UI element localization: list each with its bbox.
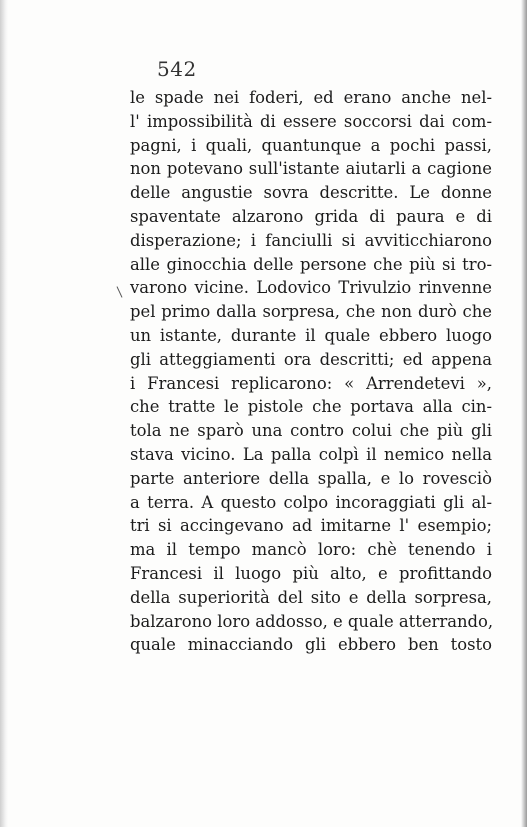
text-line: ma il tempo mancò loro: chè tenendo i <box>130 540 492 560</box>
text-line: parte anteriore della spalla, e lo rovesciò <box>130 468 492 488</box>
text-line: stava vicino. La palla colpì il nemico nella <box>130 444 492 464</box>
text-line: a terra. A questo colpo incoraggiati gli al- <box>130 492 492 512</box>
text-line: pagni, i quali, quantunque a pochi passi, <box>130 135 492 155</box>
text-line: alle ginocchia delle persone che più si tro- <box>130 254 492 274</box>
text-line: varono vicine. Lodovico Trivulzio rinvenne <box>130 278 492 298</box>
text-line: quale minacciando gli ebbero ben tosto <box>130 635 492 655</box>
text-line: disperazione; i fanciulli si avviticchiarono <box>130 230 492 250</box>
text-line: tri si accingevano ad imitarne l' esempio; <box>130 516 492 536</box>
text-line: i Francesi replicarono: « Arrendetevi », <box>130 373 492 393</box>
text-line: spaventate alzarono grida di paura e di <box>130 206 492 226</box>
text-line: l' impossibilità di essere soccorsi dai com- <box>130 111 492 131</box>
margin-mark <box>117 286 123 297</box>
text-line: delle angustie sovra descritte. Le donne <box>130 183 492 203</box>
text-line: balzarono loro addosso, e quale atterrando, <box>130 611 494 631</box>
text-line: le spade nei foderi, ed erano anche nel- <box>130 88 492 107</box>
body-text <box>130 86 492 657</box>
text-line: gli atteggiamenti ora descritti; ed appena <box>130 349 492 369</box>
text-line: non potevano sull'istante aiutarli a cagione <box>130 159 492 179</box>
text-line: un istante, durante il quale ebbero luogo <box>130 325 492 345</box>
text-line: Francesi il luogo più alto, e profittando <box>130 563 492 583</box>
page-right-edge <box>521 0 527 827</box>
text-line: che tratte le pistole che portava alla cin- <box>130 397 492 417</box>
page-number: 542 <box>157 57 197 81</box>
text-line: tola ne sparò una contro colui che più gli <box>130 421 492 441</box>
page-left-edge <box>0 0 8 827</box>
text-line: pel primo dalla sorpresa, che non durò che <box>130 302 492 322</box>
text-line: della superiorità del sito e della sorpresa, <box>130 587 492 607</box>
